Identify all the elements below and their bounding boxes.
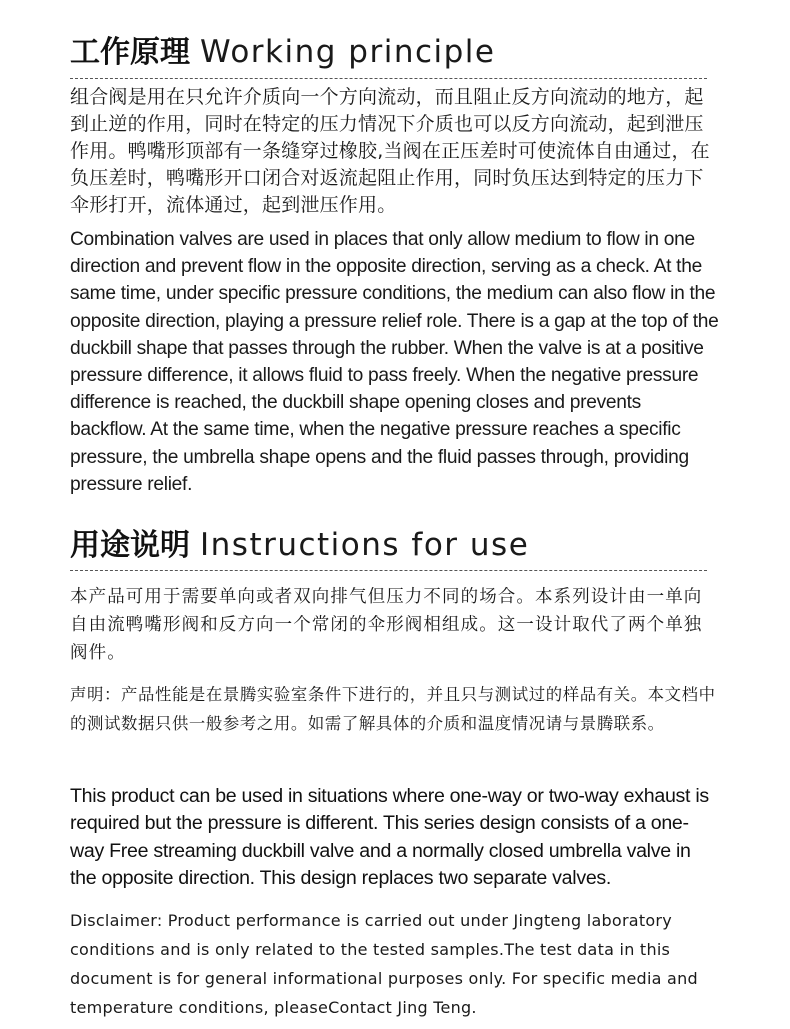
section-heading-instructions [70,527,530,563]
section-heading-working-principle [70,34,496,70]
paragraph-zh-instructions: 本产品可用于需要单向或者双向排气但压力不同的场合。本系列设计由一单向自由流鸭嘴形阀和反方向一个常闭的伞形阀相组成。这一设计取代了两个单独阀件。 [70,587,703,663]
heading-zh: 工作原理 [70,35,190,70]
dashed-divider [70,78,707,79]
paragraph-zh-principle: 组合阀是用在只允许介质向一个方向流动，而且阻止反方向流动的地方，起到止逆的作用，同时在特定的压力情况下介质也可以反方向流动，起到泄压作用。鸭嘴形顶部有一条缝穿过橡胶,当阀在正压差时可使流体自由通过，在负压差时，鸭嘴形开口闭合对返流起阻止作用，同时负压达到特定的压力下伞形打开，流体通过，起到泄压作用。 [70,86,710,216]
dashed-divider [70,570,707,571]
heading-zh: 用途说明 [70,528,190,563]
paragraph-en-principle: Combination valves are used in places that only allow medium to flow in one direction and prevent flow in the opposite direction, serving as a check. At the same time, under specific pressure conditions, the medium can also flow in the opposite direction, playing a pressure relief role. There is a gap at the top of the duckbill shape that passes through the rubber. When the valve is at a positive pressure difference, it allows fluid to pass freely. When the negative pressure difference is reached, the duckbill shape opening closes and prevents backflow. At the same time, when the negative pressure reaches a specific pressure, the umbrella shape opens and the fluid passes through, providing pressure relief. [70,229,719,495]
heading-en: Instructions for use [200,527,530,563]
disclaimer-en: Disclaimer: Product performance is carried out under Jingteng laboratory conditions and is only related to the tested samples.The test data in this document is for general informational purposes only. For specific media and temperature conditions, pleaseContact Jing Teng. [70,911,698,1017]
heading-en: Working principle [200,34,496,70]
paragraph-en-instructions: This product can be used in situations where one-way or two-way exhaust is required but the pressure is different. This series design consists of a one-way Free streaming duckbill valve and a normally closed umbrella valve in the opposite direction. This design replaces two separate valves. [70,785,709,889]
disclaimer-zh: 声明：产品性能是在景腾实验室条件下进行的，并且只与测试过的样品有关。本文档中的测试数据只供一般参考之用。如需了解具体的介质和温度情况请与景腾联系。 [70,685,716,733]
